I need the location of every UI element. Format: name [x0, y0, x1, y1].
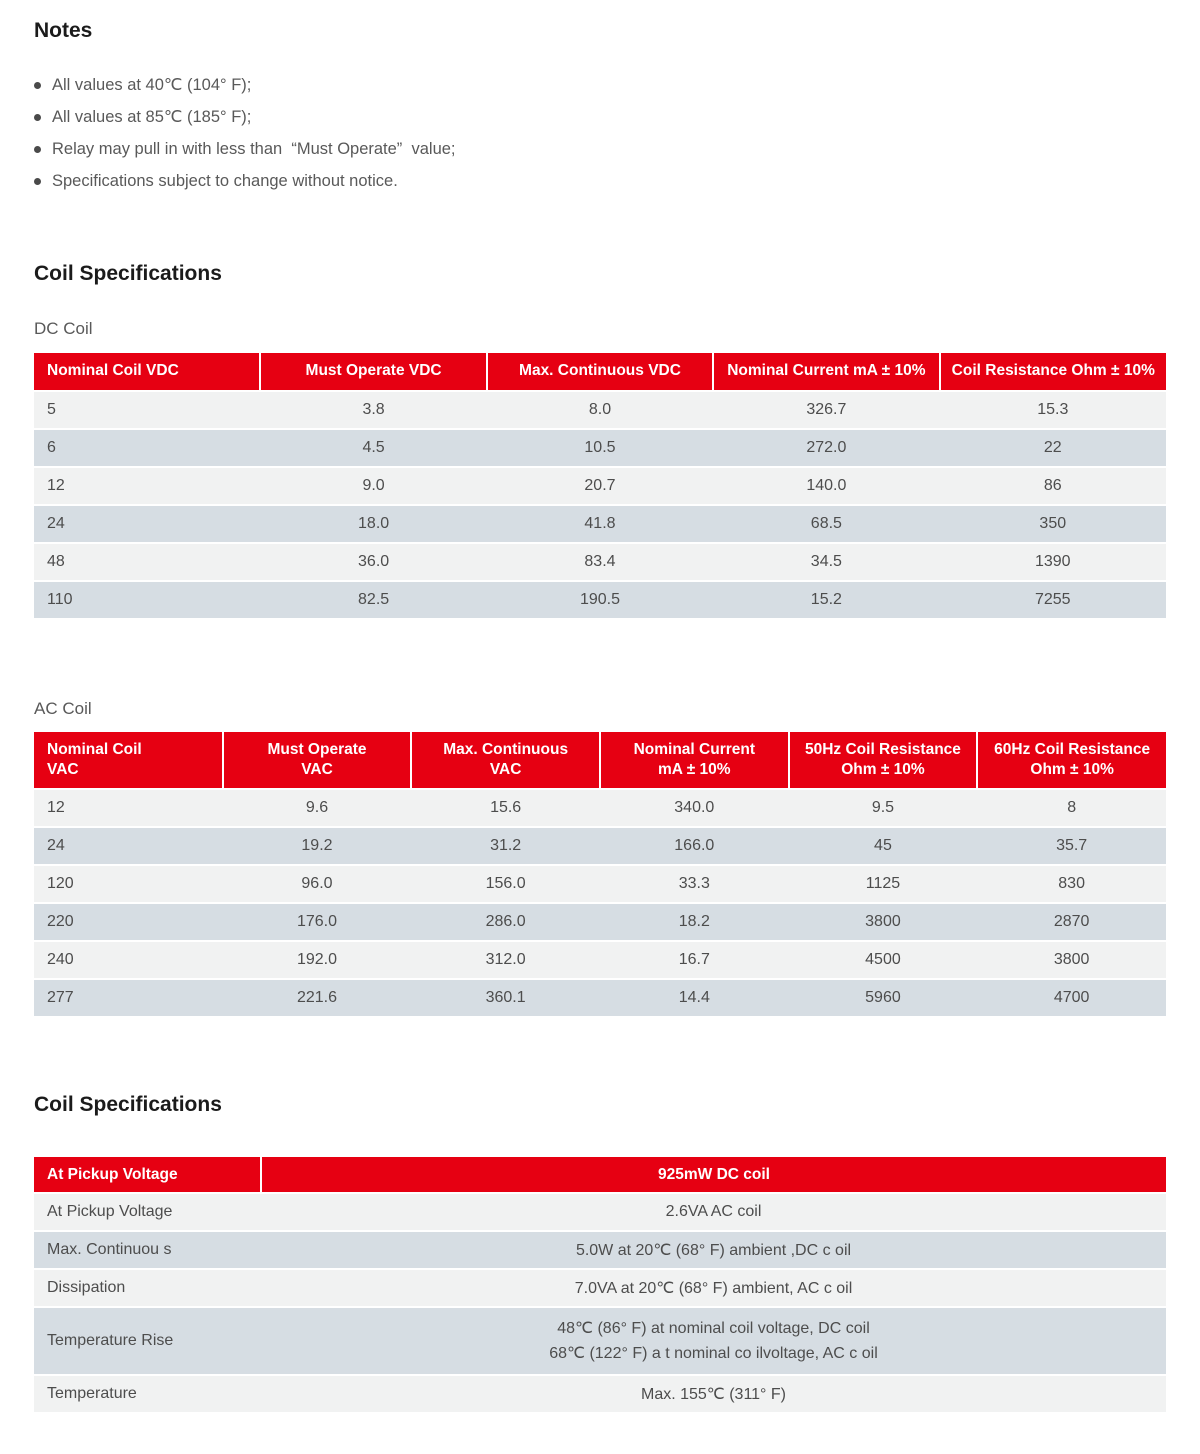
- table-cell: 6: [34, 429, 260, 467]
- column-header: Nominal Coil VDC: [34, 353, 260, 391]
- table-cell: 15.6: [411, 789, 600, 827]
- table-row: [34, 1307, 1166, 1375]
- column-header: 60Hz Coil Resistance Ohm ± 10%: [977, 732, 1166, 789]
- notes-title: Notes: [34, 19, 93, 42]
- table-cell: 20.7: [487, 467, 713, 505]
- table-cell: 22: [940, 429, 1166, 467]
- table-cell: 14.4: [600, 979, 789, 1017]
- table-row: [34, 1269, 1166, 1307]
- row-value: 7.0VA at 20℃ (68° F) ambient, AC c oil: [261, 1269, 1166, 1307]
- note-text: All values at 40℃ (104° F);: [52, 76, 252, 95]
- row-label: At Pickup Voltage: [34, 1157, 261, 1193]
- column-header: Max. Continuous VAC: [411, 732, 600, 789]
- table-cell: 340.0: [600, 789, 789, 827]
- header-row: [34, 353, 1166, 391]
- table-cell: 82.5: [260, 581, 486, 619]
- row-label: Temperature: [34, 1375, 261, 1413]
- table-cell: 9.6: [223, 789, 412, 827]
- table-cell: 140.0: [713, 467, 939, 505]
- table-cell: 15.2: [713, 581, 939, 619]
- column-header: Nominal Coil VAC: [34, 732, 223, 789]
- table-row: [34, 789, 1166, 827]
- table-cell: 3800: [977, 941, 1166, 979]
- table-cell: 4500: [789, 941, 978, 979]
- dc-coil-table: [34, 353, 1166, 620]
- bullet-icon: [34, 178, 41, 185]
- table-row: [34, 1375, 1166, 1413]
- table-cell: 286.0: [411, 903, 600, 941]
- table-cell: 5: [34, 391, 260, 429]
- row-value: 925mW DC coil: [261, 1157, 1166, 1193]
- table-cell: 176.0: [223, 903, 412, 941]
- table-cell: 34.5: [713, 543, 939, 581]
- table-cell: 83.4: [487, 543, 713, 581]
- table-row: [34, 979, 1166, 1017]
- table-cell: 240: [34, 941, 223, 979]
- column-header: Nominal Current mA ± 10%: [600, 732, 789, 789]
- notes-list: [34, 69, 1166, 197]
- dc-coil-table-header: [34, 353, 1166, 391]
- table-cell: 18.0: [260, 505, 486, 543]
- table-cell: 110: [34, 581, 260, 619]
- coil-specifications-title: Coil Specifications: [34, 262, 222, 286]
- note-text: Specifications subject to change without notice.: [52, 172, 398, 191]
- table-cell: 830: [977, 865, 1166, 903]
- row-label: At Pickup Voltage: [34, 1193, 261, 1231]
- table-row: [34, 1193, 1166, 1231]
- ac-coil-label: AC Coil: [34, 698, 92, 718]
- table-cell: 272.0: [713, 429, 939, 467]
- table-cell: 33.3: [600, 865, 789, 903]
- row-label: Max. Continuou s: [34, 1231, 261, 1269]
- table-cell: 8.0: [487, 391, 713, 429]
- note-item: [34, 133, 1166, 165]
- table-cell: 192.0: [223, 941, 412, 979]
- table-cell: 7255: [940, 581, 1166, 619]
- table-row: [34, 1157, 1166, 1193]
- column-header: Must Operate VAC: [223, 732, 412, 789]
- table-cell: 96.0: [223, 865, 412, 903]
- row-value: 2.6VA AC coil: [261, 1193, 1166, 1231]
- column-header: Coil Resistance Ohm ± 10%: [940, 353, 1166, 391]
- note-item: [34, 69, 1166, 101]
- table-cell: 350: [940, 505, 1166, 543]
- coil-power-table-body: [34, 1157, 1166, 1413]
- column-header: Max. Continuous VDC: [487, 353, 713, 391]
- table-row: [34, 865, 1166, 903]
- bullet-icon: [34, 146, 41, 153]
- table-cell: 12: [34, 467, 260, 505]
- table-cell: 4.5: [260, 429, 486, 467]
- table-cell: 220: [34, 903, 223, 941]
- dc-coil-label: DC Coil: [34, 319, 93, 339]
- table-row: [34, 391, 1166, 429]
- row-value: [261, 1307, 1166, 1375]
- table-cell: 8: [977, 789, 1166, 827]
- table-row: [34, 505, 1166, 543]
- table-cell: 16.7: [600, 941, 789, 979]
- note-text: Relay may pull in with less than “Must Operate” value;: [52, 140, 456, 159]
- column-header: 50Hz Coil Resistance Ohm ± 10%: [789, 732, 978, 789]
- table-cell: 190.5: [487, 581, 713, 619]
- table-cell: 4700: [977, 979, 1166, 1017]
- row-value-line: 68℃ (122° F) a t nominal co ilvoltage, AC c oil: [549, 1345, 878, 1363]
- table-row: [34, 429, 1166, 467]
- note-item: [34, 165, 1166, 197]
- table-row: [34, 543, 1166, 581]
- table-cell: 120: [34, 865, 223, 903]
- table-cell: 31.2: [411, 827, 600, 865]
- table-cell: 35.7: [977, 827, 1166, 865]
- coil-power-table: [34, 1157, 1166, 1414]
- table-cell: 48: [34, 543, 260, 581]
- table-cell: 24: [34, 827, 223, 865]
- ac-coil-table-body: [34, 789, 1166, 1017]
- table-row: [34, 467, 1166, 505]
- row-value-line: 48℃ (86° F) at nominal coil voltage, DC coil: [557, 1320, 870, 1338]
- table-cell: 3.8: [260, 391, 486, 429]
- row-value: Max. 155℃ (311° F): [261, 1375, 1166, 1413]
- row-value: 5.0W at 20℃ (68° F) ambient ,DC c oil: [261, 1231, 1166, 1269]
- table-cell: 19.2: [223, 827, 412, 865]
- table-cell: 9.5: [789, 789, 978, 827]
- bullet-icon: [34, 82, 41, 89]
- ac-coil-table: [34, 732, 1166, 1018]
- table-cell: 36.0: [260, 543, 486, 581]
- table-cell: 360.1: [411, 979, 600, 1017]
- table-cell: 9.0: [260, 467, 486, 505]
- table-cell: 24: [34, 505, 260, 543]
- table-cell: 3800: [789, 903, 978, 941]
- table-cell: 1125: [789, 865, 978, 903]
- table-cell: 10.5: [487, 429, 713, 467]
- ac-coil-table-header: [34, 732, 1166, 789]
- table-cell: 312.0: [411, 941, 600, 979]
- table-row: [34, 1231, 1166, 1269]
- table-cell: 221.6: [223, 979, 412, 1017]
- table-cell: 41.8: [487, 505, 713, 543]
- table-cell: 1390: [940, 543, 1166, 581]
- header-row: [34, 732, 1166, 789]
- table-cell: 86: [940, 467, 1166, 505]
- column-header: Must Operate VDC: [260, 353, 486, 391]
- bullet-icon: [34, 114, 41, 121]
- table-row: [34, 827, 1166, 865]
- table-cell: 18.2: [600, 903, 789, 941]
- table-row: [34, 941, 1166, 979]
- table-row: [34, 903, 1166, 941]
- table-cell: 326.7: [713, 391, 939, 429]
- table-cell: 12: [34, 789, 223, 827]
- table-cell: 166.0: [600, 827, 789, 865]
- column-header: Nominal Current mA ± 10%: [713, 353, 939, 391]
- coil-specifications-title-2: Coil Specifications: [34, 1092, 222, 1116]
- table-cell: 15.3: [940, 391, 1166, 429]
- table-cell: 2870: [977, 903, 1166, 941]
- row-label: Temperature Rise: [34, 1307, 261, 1375]
- note-item: [34, 101, 1166, 133]
- table-row: [34, 581, 1166, 619]
- table-cell: 277: [34, 979, 223, 1017]
- table-cell: 45: [789, 827, 978, 865]
- dc-coil-table-body: [34, 391, 1166, 619]
- table-cell: 68.5: [713, 505, 939, 543]
- table-cell: 156.0: [411, 865, 600, 903]
- note-text: All values at 85℃ (185° F);: [52, 108, 252, 127]
- row-label: Dissipation: [34, 1269, 261, 1307]
- table-cell: 5960: [789, 979, 978, 1017]
